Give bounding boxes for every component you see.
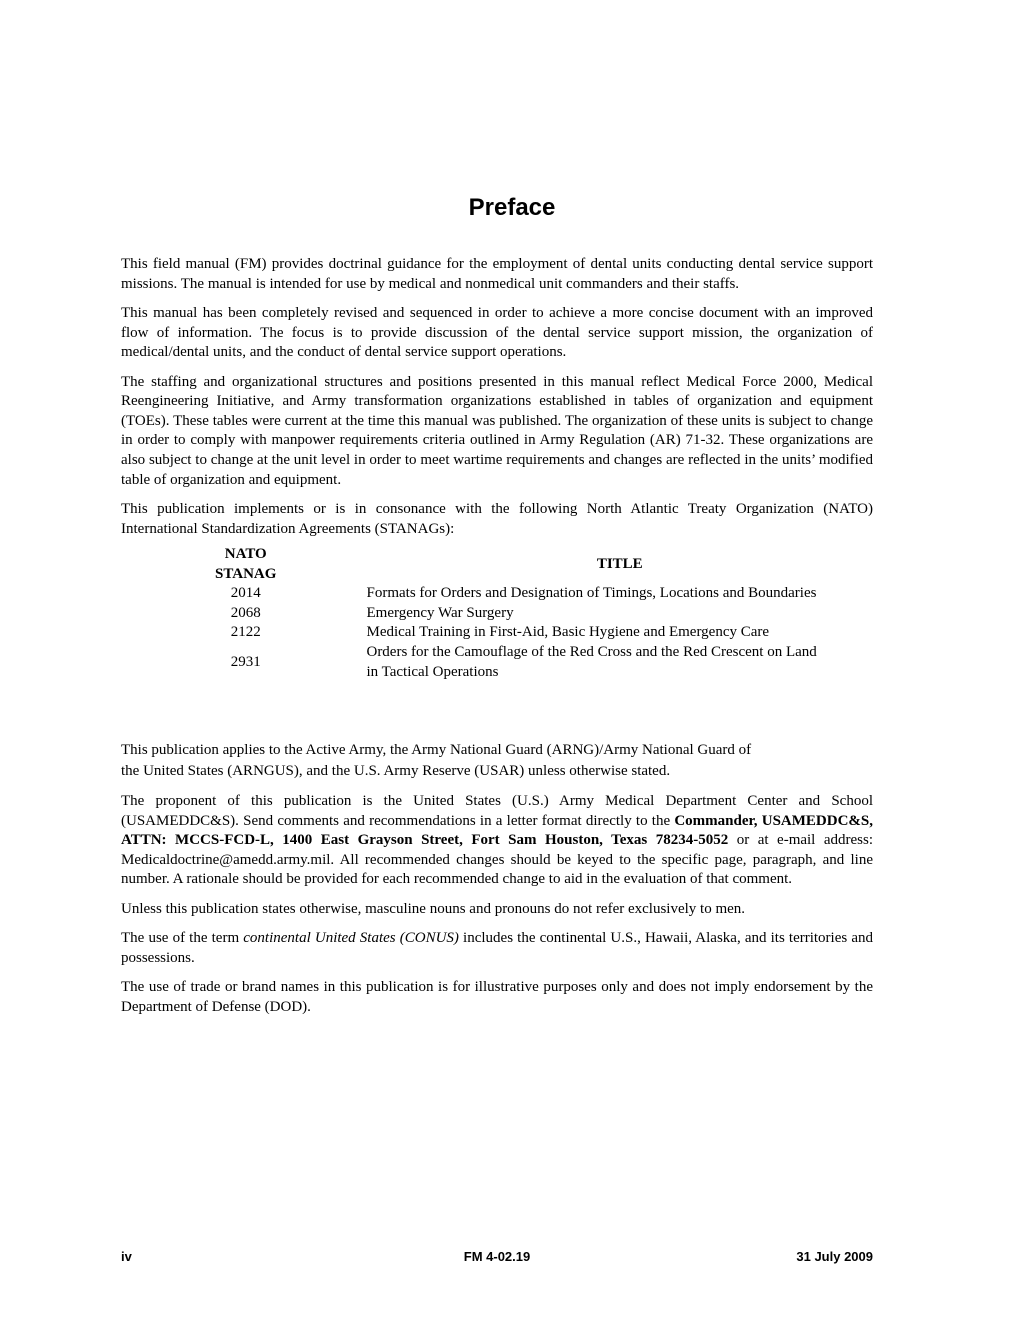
paragraph-staffing: The staffing and organizational structures and positions presented in this manual reflect Medical Force 2000, Medical Reengineering Initiative, and Army transformation organizations established in tables of organization and equipment (TOEs). These tables were current at the time this manual was published. The organization of these units is subject to change in order to comply with manpower requirements criteria outlined in Army Regulation (AR) 71-32. These organizations are also subject to change at the unit level in order to meet wartime requirements and changes are reflected in the units’ modified table of organization and equipment. bbox=[121, 373, 873, 488]
proponent-text: The proponent of this publication is the United States (U.S.) Army Medical Department Center and School (USAMEDDC&S). Send comments and recommendations in a letter format directly to the bbox=[121, 793, 873, 829]
stanag-title bbox=[299, 643, 873, 682]
stanag-number: 2931 bbox=[230, 653, 261, 670]
header-title: TITLE bbox=[596, 555, 643, 572]
paragraph-revision: This manual has been completely revised and sequenced in order to achieve a more concise document with an improved flow of information. The focus is to provide discussion of the dental service support mission, the organization of medical/dental units, and the conduct of dental service support operations. bbox=[121, 304, 873, 361]
header-stanag: STANAG bbox=[215, 565, 277, 582]
table-row bbox=[192, 584, 873, 604]
table-row bbox=[192, 623, 873, 643]
applicability-line: the United States (ARNGUS), and the U.S. Army Reserve (USAR) unless otherwise stated. bbox=[121, 763, 671, 780]
paragraph-trade-names: The use of trade or brand names in this publication is for illustrative purposes only and does not imply endorsement by the Department of Defense (DOD). bbox=[121, 979, 873, 1015]
stanag-number: 2122 bbox=[230, 624, 261, 641]
spacer bbox=[121, 682, 873, 740]
paragraph-conus bbox=[121, 929, 873, 968]
table-row bbox=[192, 604, 873, 624]
header-nato: NATO bbox=[224, 546, 267, 563]
proponent-text-after: or at e-mail address: Medicaldoctrine@amedd.army.mil. All recommended changes should be keyed to the specific page, paragraph, and line number. A rationale should be provided for each recommended change to aid in the evaluation of that comment. bbox=[121, 832, 873, 888]
page-title: Preface bbox=[468, 194, 556, 221]
applicability-line: This publication applies to the Active Army, the Army National Guard (ARNG)/Army National Guard of bbox=[121, 742, 752, 759]
conus-term: continental United States (CONUS) bbox=[243, 930, 459, 947]
stanag-title-line: in Tactical Operations bbox=[366, 663, 499, 680]
stanag-number: 2068 bbox=[230, 604, 261, 621]
stanag-title: Formats for Orders and Designation of Timings, Locations and Boundaries bbox=[366, 585, 817, 602]
stanag-table-header bbox=[192, 545, 873, 584]
stanag-title: Medical Training in First-Aid, Basic Hygiene and Emergency Care bbox=[366, 624, 770, 641]
proponent-address: Commander, USAMEDDC&S, ATTN: MCCS-FCD-L, 1400 East Grayson Street, Fort Sam Houston, Texas 78234-5052 bbox=[121, 812, 873, 849]
page-footer bbox=[121, 1249, 873, 1267]
paragraph-proponent bbox=[121, 792, 873, 890]
table-row bbox=[192, 643, 873, 682]
paragraph-nouns: Unless this publication states otherwise, masculine nouns and pronouns do not refer exclusively to men. bbox=[121, 900, 746, 917]
stanag-title-line: Orders for the Camouflage of the Red Cross and the Red Crescent on Land bbox=[366, 644, 817, 661]
header-nato-stanag bbox=[192, 545, 299, 584]
document-id: FM 4-02.19 bbox=[463, 1249, 531, 1264]
paragraph-applicability bbox=[121, 740, 873, 782]
stanag-number: 2014 bbox=[230, 585, 261, 602]
paragraph-purpose: This field manual (FM) provides doctrinal guidance for the employment of dental units conducting dental service support missions. The manual is intended for use by medical and nonmedical unit commanders and their staffs. bbox=[121, 256, 873, 292]
preface-body bbox=[121, 255, 873, 1027]
conus-text-after: includes the continental U.S., Hawaii, Alaska, and its territories and possessions. bbox=[121, 930, 873, 966]
stanag-title: Emergency War Surgery bbox=[366, 604, 514, 621]
publication-date: 31 July 2009 bbox=[796, 1249, 873, 1264]
page-number: iv bbox=[121, 1249, 132, 1264]
stanag-table bbox=[192, 545, 873, 682]
paragraph-stanag-intro: This publication implements or is in consonance with the following North Atlantic Treaty Organization (NATO) International Standardization Agreements (STANAGs): bbox=[121, 500, 873, 537]
conus-text: The use of the term bbox=[121, 930, 244, 947]
